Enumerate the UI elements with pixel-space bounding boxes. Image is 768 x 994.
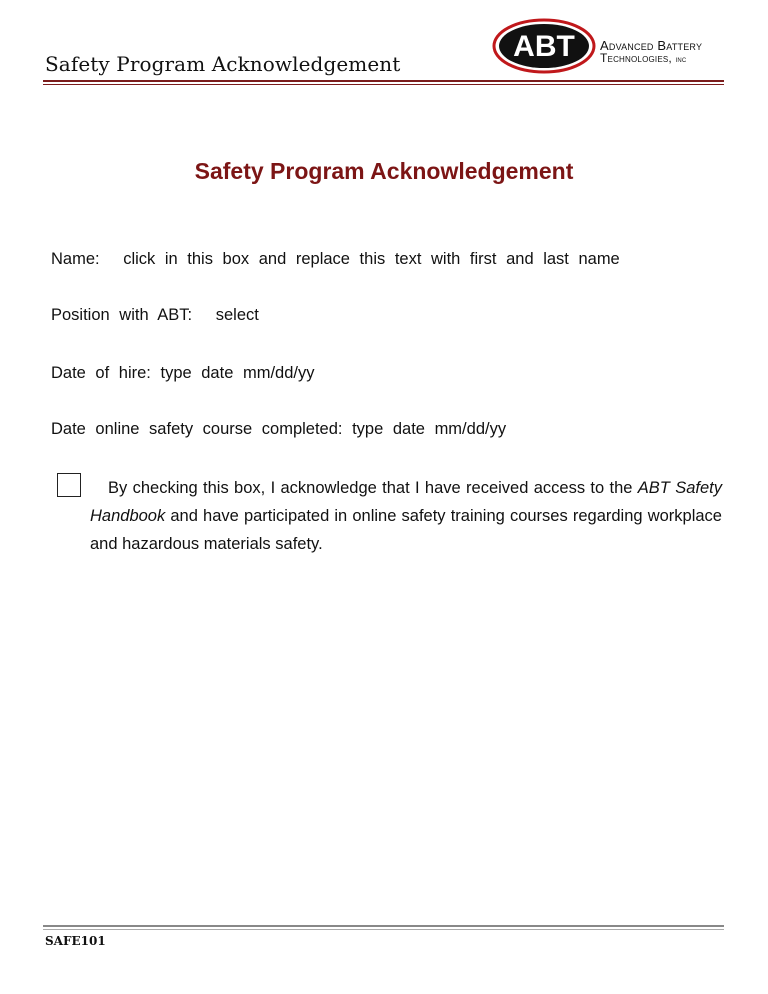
abt-logo-icon xyxy=(492,18,596,74)
position-label: Position with ABT: xyxy=(51,306,193,324)
company-logo xyxy=(492,18,732,76)
acknowledge-checkbox[interactable] xyxy=(57,473,81,497)
name-field[interactable]: click in this box and replace this text with first and last name xyxy=(123,250,620,268)
acknowledgement-text xyxy=(90,474,722,558)
course-date-row xyxy=(51,420,506,439)
company-name xyxy=(600,40,702,65)
document-title: Safety Program Acknowledgement xyxy=(194,158,574,184)
company-line1: Advanced Battery xyxy=(600,38,703,53)
name-label: Name: xyxy=(51,250,100,268)
course-date-field[interactable]: type date mm/dd/yy xyxy=(352,420,507,438)
company-line2-wrap xyxy=(600,52,702,65)
position-select[interactable]: select xyxy=(215,306,259,324)
company-line2: Technologies, xyxy=(600,51,672,65)
ack-part1: By checking this box, I acknowledge that I have received access to the xyxy=(108,479,633,497)
header-rule-thin xyxy=(43,84,724,85)
hire-date-field[interactable]: type date mm/dd/yy xyxy=(160,364,315,382)
hire-date-label: Date of hire: xyxy=(51,364,151,382)
course-date-label: Date online safety course completed: xyxy=(51,420,343,438)
header-title: Safety Program Acknowledgement xyxy=(45,52,401,76)
company-suffix: inc xyxy=(675,54,687,64)
footer-rule xyxy=(43,925,724,927)
name-row xyxy=(51,250,620,269)
logo-text: ABT xyxy=(513,30,575,63)
footer-rule-thin xyxy=(43,929,724,930)
ack-part2: and have participated in online safety training courses regarding workplace and hazardous materials safety. xyxy=(90,507,722,553)
hire-date-row xyxy=(51,364,314,383)
position-row xyxy=(51,306,259,325)
handbook-title: ABT Safety Handbook xyxy=(90,479,722,525)
footer-code: SAFE101 xyxy=(45,934,106,948)
header-rule xyxy=(43,80,724,82)
